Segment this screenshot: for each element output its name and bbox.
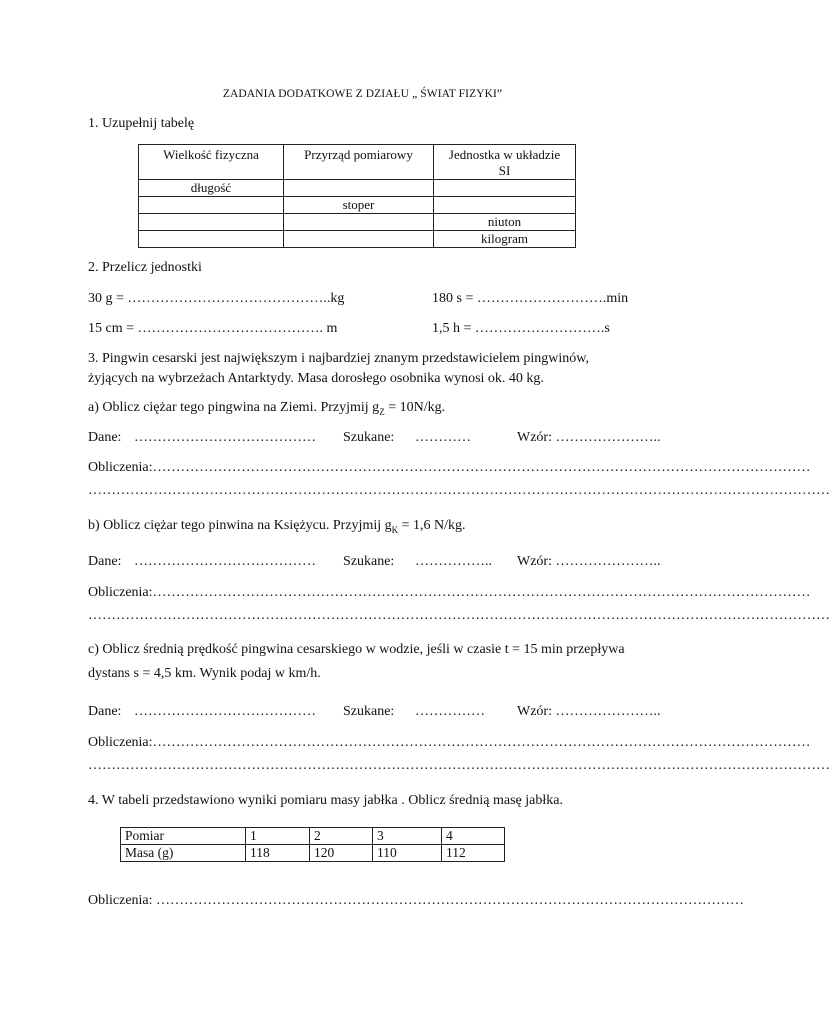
table-cell: Pomiar [121, 828, 246, 845]
conversion-item[interactable]: 180 s = ……………………….min [432, 291, 629, 306]
task3b-question [88, 518, 466, 535]
table-cell: 112 [442, 845, 505, 862]
obliczenia-field[interactable]: Obliczenia:…………………………………………………………………………………………………………………………… [88, 585, 811, 600]
table-cell: 2 [310, 828, 373, 845]
szukane-field[interactable]: ………… [415, 430, 471, 445]
task3-intro-line1: 3. Pingwin cesarski jest największym i najbardziej znanym przedstawicielem pingwinów, [88, 351, 590, 366]
header-si-line1: Jednostka w układzie [448, 147, 561, 162]
table-cell: Masa (g) [121, 845, 246, 862]
page-title: ZADANIA DODATKOWE Z DZIAŁU „ ŚWIAT FIZYKI” [222, 88, 503, 100]
table-cell[interactable] [139, 214, 284, 231]
table-cell: 118 [246, 845, 310, 862]
wzor-field[interactable]: Wzór: ………………….. [517, 430, 661, 445]
table-cell[interactable] [139, 231, 284, 248]
task3b-q-post: = 1,6 N/kg. [398, 518, 466, 533]
wzor-field[interactable]: Wzór: ………………….. [517, 704, 661, 719]
table-cell[interactable]: stoper [284, 197, 434, 214]
table-cell: 3 [373, 828, 442, 845]
header-cell: Przyrząd pomiarowy [284, 145, 434, 180]
conversion-item[interactable]: 1,5 h = ……………………….s [432, 321, 610, 336]
task3-intro-line2: żyjących na wybrzeżach Antarktydy. Masa dorosłego osobnika wynosi ok. 40 kg. [88, 371, 544, 386]
table-cell[interactable]: kilogram [434, 231, 576, 248]
task3b-q-sub: K [391, 524, 399, 535]
dane-field[interactable]: ………………………………… [134, 554, 316, 569]
header-cell [434, 145, 576, 180]
table-cell: 110 [373, 845, 442, 862]
table-cell[interactable]: niuton [434, 214, 576, 231]
task2-heading: 2. Przelicz jednostki [88, 260, 202, 275]
table-row [139, 214, 576, 231]
table-row [139, 180, 576, 197]
header-cell: Wielkość fizyczna [139, 145, 284, 180]
task3a-q-sub: Z [379, 406, 385, 417]
szukane-label: Szukane: [343, 430, 395, 445]
table-row [121, 845, 505, 862]
obliczenia-field[interactable]: Obliczenia:…………………………………………………………………………………………………………………………… [88, 460, 811, 475]
dane-label: Dane: [88, 704, 122, 719]
task3a-question [88, 400, 445, 417]
szukane-label: Szukane: [343, 704, 395, 719]
table-cell[interactable] [284, 231, 434, 248]
obliczenia-field[interactable]: Obliczenia:…………………………………………………………………………………………………………………………… [88, 735, 811, 750]
task1-table [138, 144, 576, 248]
table-cell[interactable] [284, 180, 434, 197]
table-cell[interactable] [284, 214, 434, 231]
table-cell[interactable] [434, 197, 576, 214]
answer-line[interactable]: …………………………………………………………………………………………………………………………………………… [88, 483, 830, 498]
table-cell: 120 [310, 845, 373, 862]
dane-field[interactable]: ………………………………… [134, 430, 316, 445]
table-row [121, 828, 505, 845]
table-header-row [139, 145, 576, 180]
dane-label: Dane: [88, 430, 122, 445]
table-cell[interactable]: długość [139, 180, 284, 197]
table-row [139, 197, 576, 214]
task3a-q-post: = 10N/kg. [384, 400, 446, 415]
dane-label: Dane: [88, 554, 122, 569]
task3b-q-pre: b) Oblicz ciężar tego pinwina na Księżycu. Przyjmij g [88, 518, 392, 533]
header-si-line2: SI [498, 163, 511, 178]
table-row [139, 231, 576, 248]
szukane-label: Szukane: [343, 554, 395, 569]
table-cell[interactable] [434, 180, 576, 197]
task1-heading: 1. Uzupełnij tabelę [88, 116, 195, 131]
wzor-field[interactable]: Wzór: ………………….. [517, 554, 661, 569]
task4-table [120, 827, 505, 862]
answer-line[interactable]: …………………………………………………………………………………………………………………………………………… [88, 608, 830, 623]
conversion-item[interactable]: 15 cm = …………………………………. m [88, 321, 338, 336]
table-cell: 4 [442, 828, 505, 845]
task3c-question-line1: c) Oblicz średnią prędkość pingwina cesarskiego w wodzie, jeśli w czasie t = 15 min przepływa [88, 642, 625, 657]
task3c-question-line2: dystans s = 4,5 km. Wynik podaj w km/h. [88, 666, 321, 681]
szukane-field[interactable]: …………… [415, 704, 485, 719]
conversion-item[interactable]: 30 g = ……………………………………..kg [88, 291, 345, 306]
answer-line[interactable]: …………………………………………………………………………………………………………………………………………… [88, 758, 830, 773]
task3a-q-pre: a) Oblicz ciężar tego pingwina na Ziemi. Przyjmij g [88, 400, 380, 415]
szukane-field[interactable]: …………….. [415, 554, 492, 569]
table-cell[interactable] [139, 197, 284, 214]
task4-heading: 4. W tabeli przedstawiono wyniki pomiaru masy jabłka . Oblicz średnią masę jabłka. [88, 793, 563, 808]
dane-field[interactable]: ………………………………… [134, 704, 316, 719]
table-cell: 1 [246, 828, 310, 845]
obliczenia-field[interactable]: Obliczenia: ……………………………………………………………………………………………………………… [88, 893, 745, 908]
